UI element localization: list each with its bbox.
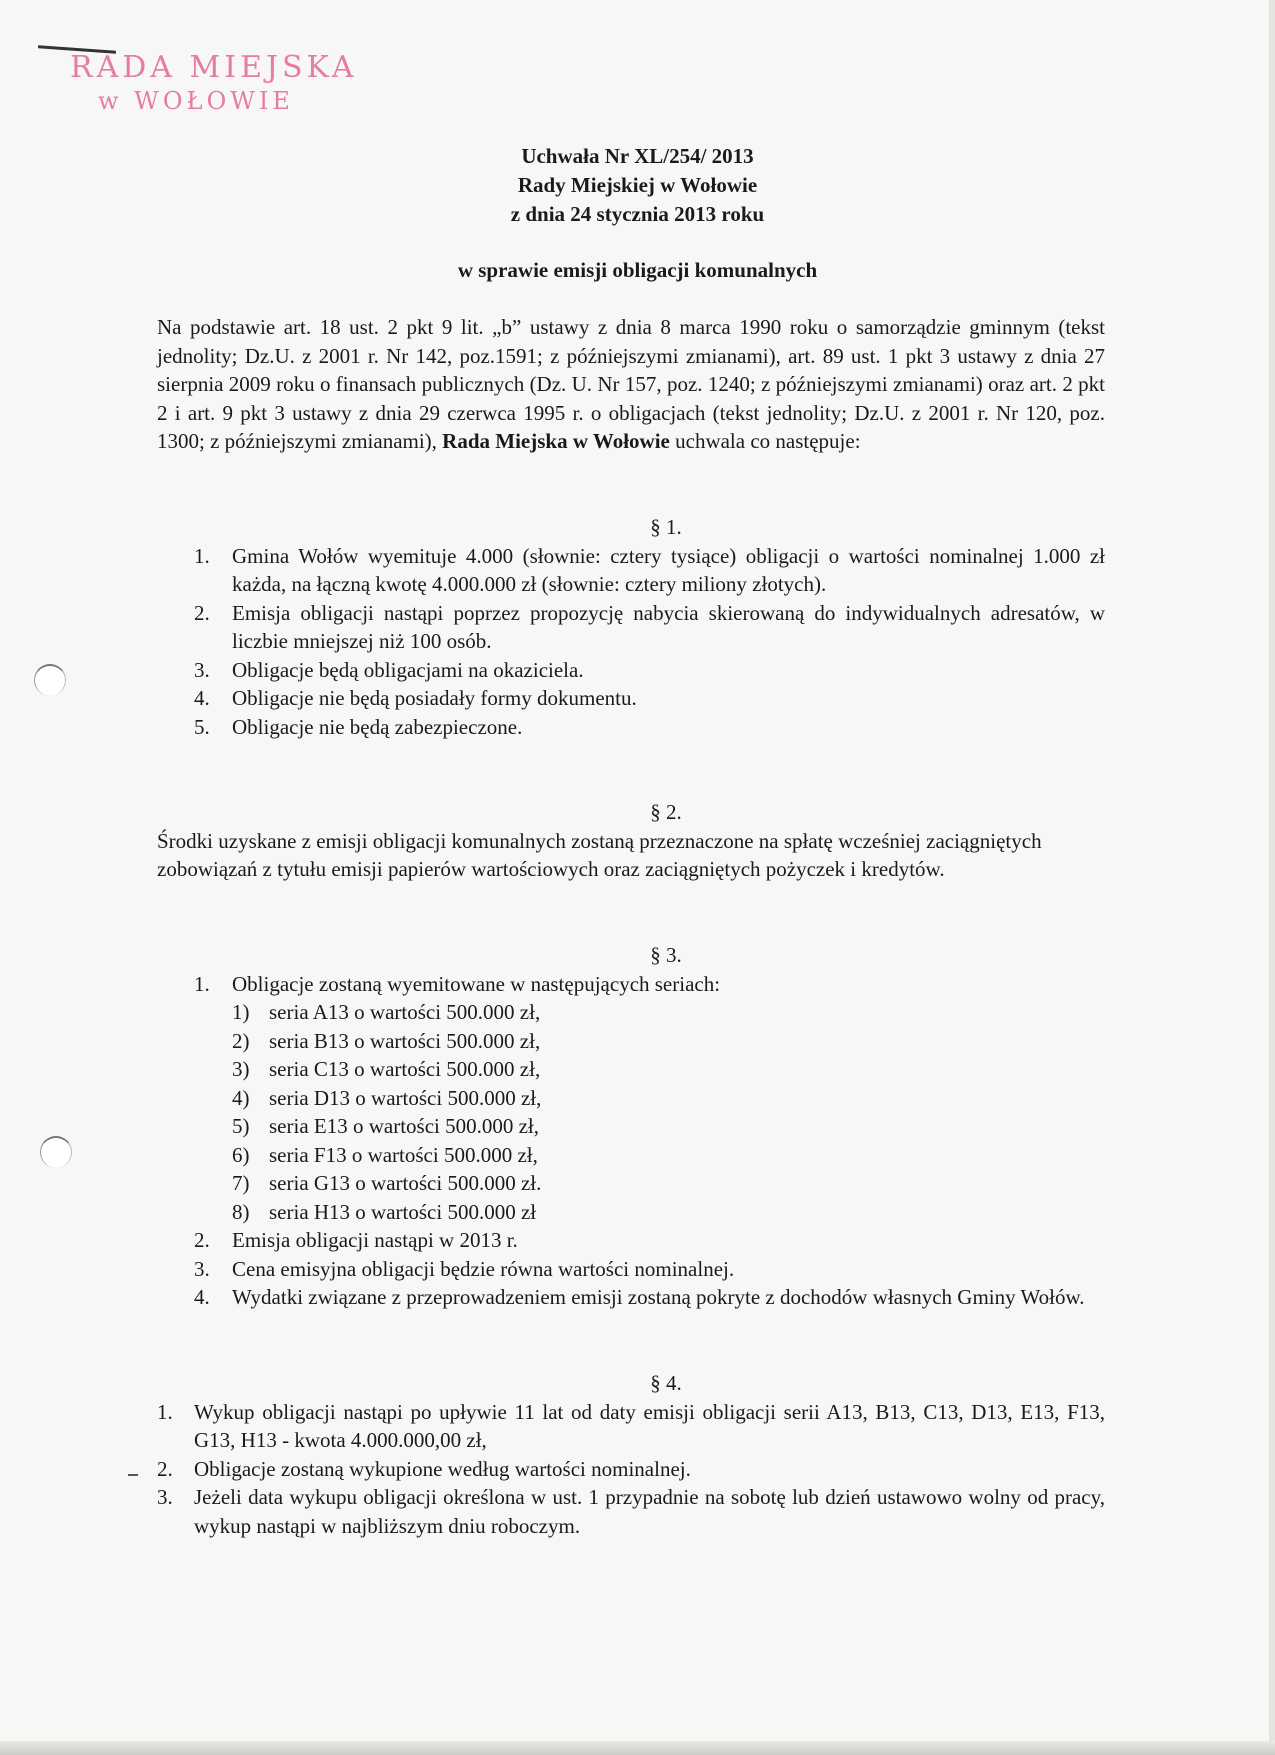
scan-edge-bottom [0,1741,1275,1755]
resolution-issuer: Rady Miejskiej w Wołowie [517,173,758,197]
series-item: 2) seria B13 o wartości 500.000 zł, [232,1028,541,1053]
section-2 [157,798,1105,884]
preamble-text: Na podstawie art. 18 ust. 2 pkt 9 lit. „b” ustawy z dnia 8 marca 1990 roku o samorządzie gminnym (tekst jednolity; Dz.U. z 2001 r. Nr 142, poz.1591; z późniejszymi zmianami), art. 89 ust. 1 pkt 3 ustawy z dnia 27 sierpnia 2009 roku o finansach publicznych (Dz. U. Nr 157, poz. 1240; z późniejszymi zmianami) oraz art. 2 pkt 2 i art. 9 pkt 3 ustawy z dnia 29 czerwca 1995 r. o obligacjach (tekst jednolity; Dz.U. z 2001 r. Nr 120, poz. 1300; z późniejszymi zmianami), [157,315,1105,453]
preamble-tail: uchwala co następuje: [675,429,861,453]
series-item: 8) seria H13 o wartości 500.000 zł [232,1199,537,1224]
section-1-list [157,542,1105,742]
list-item: 1. Wykup obligacji nastąpi po upływie 11 lat od daty emisji obligacji serii A13, B13, C13, D13, E13, F13, G13, H13 - kwota 4.000.000,00 zł, [157,1399,1105,1452]
section-2-text: Środki uzyskane z emisji obligacji komunalnych zostaną przeznaczone na spłatę wcześniej zaciągniętych zobowiązań z tytułu emisji papierów wartościowych oraz zaciągniętych pożyczek i kredytów. [157,828,1042,881]
section-1-heading: § 1. [650,515,682,539]
series-item: 5) seria E13 o wartości 500.000 zł, [232,1114,540,1138]
stamp-line-1: RADA MIEJSKA [70,50,358,85]
list-item: 1. Obligacje zostaną wyemitowane w następujących seriach: 1) seria A13 o wartości 500.000 zł, 2) seria B13 o wartości 500.000 zł, 3) seria C13 o wartości 500.000 zł, 4) seria D13 o wartości 500.000 zł, 5) seria E13 o wartości 500.000 zł, 6) seria F13 o wartości 500.000 zł, 7) seria G13 o wartości 500.000 zł. 8) seria H13 o wartości 500.000 zł [157,970,1105,1227]
list-item: 3. Jeżeli data wykupu obligacji określona w ust. 1 przypadnie na sobotę lub dzień ustawowo wolny od pracy, wykup nastąpi w najbliższym dniu roboczym. [157,1485,1105,1538]
scan-mark [128,1474,138,1476]
preamble-bold: Rada Miejska w Wołowie [442,429,670,453]
resolution-number: Uchwała Nr XL/254/ 2013 [521,144,754,168]
list-item: 2. Emisja obligacji nastąpi poprzez propozycję nabycia skierowaną do indywidualnych adresatów, w liczbie mniejszej niż 100 osób. [194,600,1105,653]
list-item: 2. Obligacje zostaną wykupione według wartości nominalnej. [157,1456,691,1481]
list-item: 1. Gmina Wołów wyemituje 4.000 (słownie: cztery tysiące) obligacji o wartości nominalnej 1.000 zł każda, na łączną kwotę 4.000.000 zł (słownie: cztery miliony złotych). [194,543,1105,596]
stamp-line-2: w WOŁOWIE [98,87,294,115]
scan-edge-right [1269,0,1275,1755]
list-item: 2. Emisja obligacji nastąpi w 2013 r. [194,1228,518,1252]
list-item: 4. Wydatki związane z przeprowadzeniem emisji zostaną pokryte z dochodów własnych Gminy Wołów. [194,1285,1085,1309]
section-3-list [157,970,1105,1312]
list-item: 3. Cena emisyjna obligacji będzie równa wartości nominalnej. [194,1256,735,1281]
list-item: 4. Obligacje nie będą posiadały formy dokumentu. [194,686,637,710]
section-3 [157,941,1105,1312]
series-item: 3) seria C13 o wartości 500.000 zł, [232,1057,541,1081]
section-1 [157,513,1105,741]
resolution-title [0,142,1275,229]
section-4-heading: § 4. [650,1371,682,1395]
series-item: 4) seria D13 o wartości 500.000 zł, [232,1085,542,1110]
section-3-heading: § 3. [650,943,682,967]
resolution-subject: w sprawie emisji obligacji komunalnych [457,258,818,282]
preamble [157,313,1105,456]
series-item: 7) seria G13 o wartości 500.000 zł. [232,1171,542,1195]
section-4-list [157,1398,1105,1541]
punch-hole-top [34,664,66,696]
section-4 [157,1369,1105,1540]
section-2-heading: § 2. [650,800,682,824]
series-list [157,998,1105,1226]
series-item: 1) seria A13 o wartości 500.000 zł, [232,1000,541,1024]
council-stamp [70,50,357,115]
punch-hole-bottom [40,1136,72,1168]
list-item: 5. Obligacje nie będą zabezpieczone. [194,714,523,739]
series-item: 6) seria F13 o wartości 500.000 zł, [232,1142,538,1167]
resolution-date: z dnia 24 stycznia 2013 roku [510,202,765,226]
list-item: 3. Obligacje będą obligacjami na okaziciela. [194,657,584,682]
